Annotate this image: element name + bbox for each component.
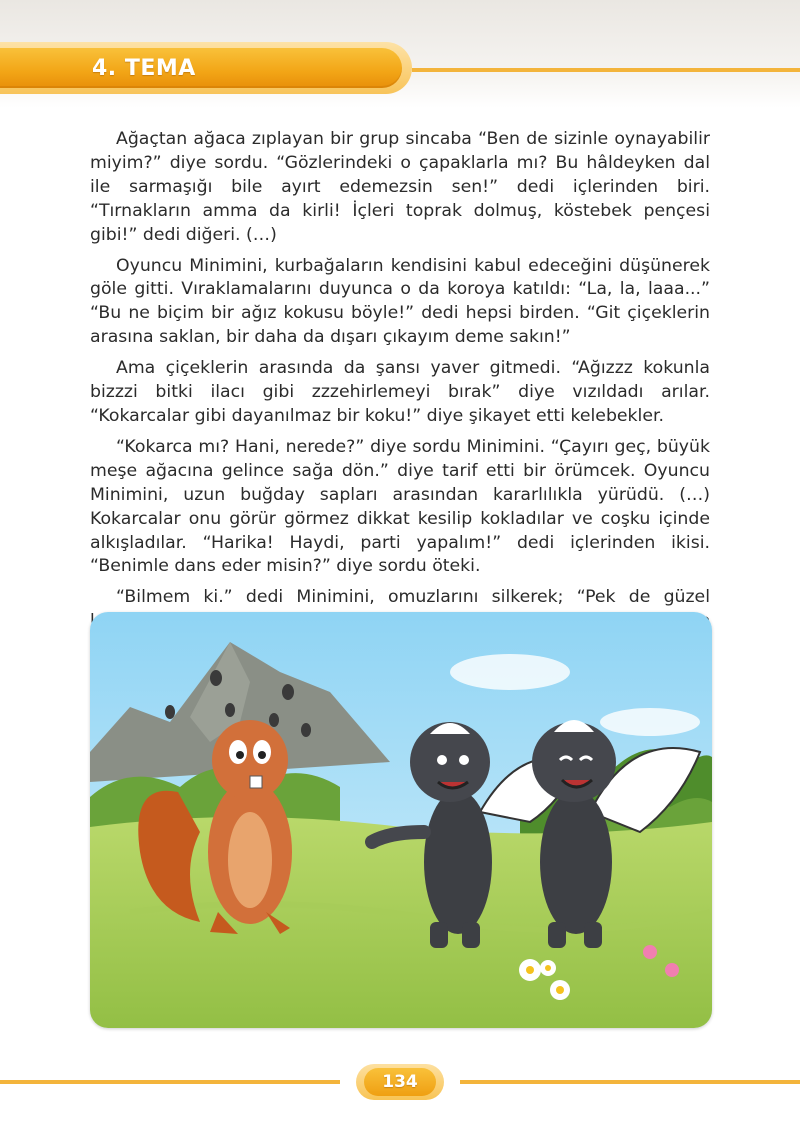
page-number: 134: [382, 1072, 418, 1092]
theme-title: 4. TEMA: [92, 56, 196, 81]
story-illustration: [90, 612, 712, 1028]
story-text: [90, 128, 710, 689]
paragraph: “Kokarca mı? Hani, nerede?” diye sordu Minimini. “Çayırı geç, büyük meşe ağacına gelince sağa dön.” diye tarif etti bir örümcek. Oyuncu Minimini, uzun buğday sapları arasından kararlılıkla yürüdü. (…) Kokarcalar onu görür görmez dikkat kesilip kokladılar ve coşku içinde alkışladılar. “Harika! Haydi, parti yapalım!” dedi içlerinden ikisi. “Benimle dans eder misin?” diye sordu öteki.: [90, 436, 710, 577]
footer-rule-right: [460, 1080, 800, 1084]
header-rule: [412, 68, 800, 72]
paragraph: Oyuncu Minimini, kurbağaların kendisini kabul edeceğini düşünerek göle gitti. Vıraklamalarını duyunca o da koroya katıldı: “La, la, laaa...” “Bu ne biçim bir ağız kokusu böyle!” dedi hepsi birden. “Git çiçeklerin arasına saklan, bir daha da dışarı çıkayım deme sakın!”: [90, 255, 710, 348]
theme-tab-fill: [0, 48, 402, 88]
paragraph: “Bilmem ki.” dedi Minimini, omuzlarını silkerek; “Pek de güzel: [116, 587, 710, 608]
footer-rule-left: [0, 1080, 340, 1084]
paragraph: Ama çiçeklerin arasında da şansı yaver gitmedi. “Ağızzz kokunla bizzzi bitki ilacı gibi zzzehirlemeyi bırak” diye vızıldadı arılar. “Kokarcalar gibi dayanılmaz bir koku!” diye şikayet etti kelebekler.: [90, 358, 710, 426]
paragraph: Ağaçtan ağaca zıplayan bir grup sincaba “Ben de sizinle oynayabilir miyim?” diye sordu. “Gözlerindeki o çapaklarla mı? Bu hâldeyken dal ile sarmaşığı bile ayırt edemezsin sen!” dedi içlerinden biri. “Tırnakların amma da kirli! İçleri toprak dolmuş, köstebek pençesi gibi!” dedi diğeri. (…): [90, 129, 710, 245]
